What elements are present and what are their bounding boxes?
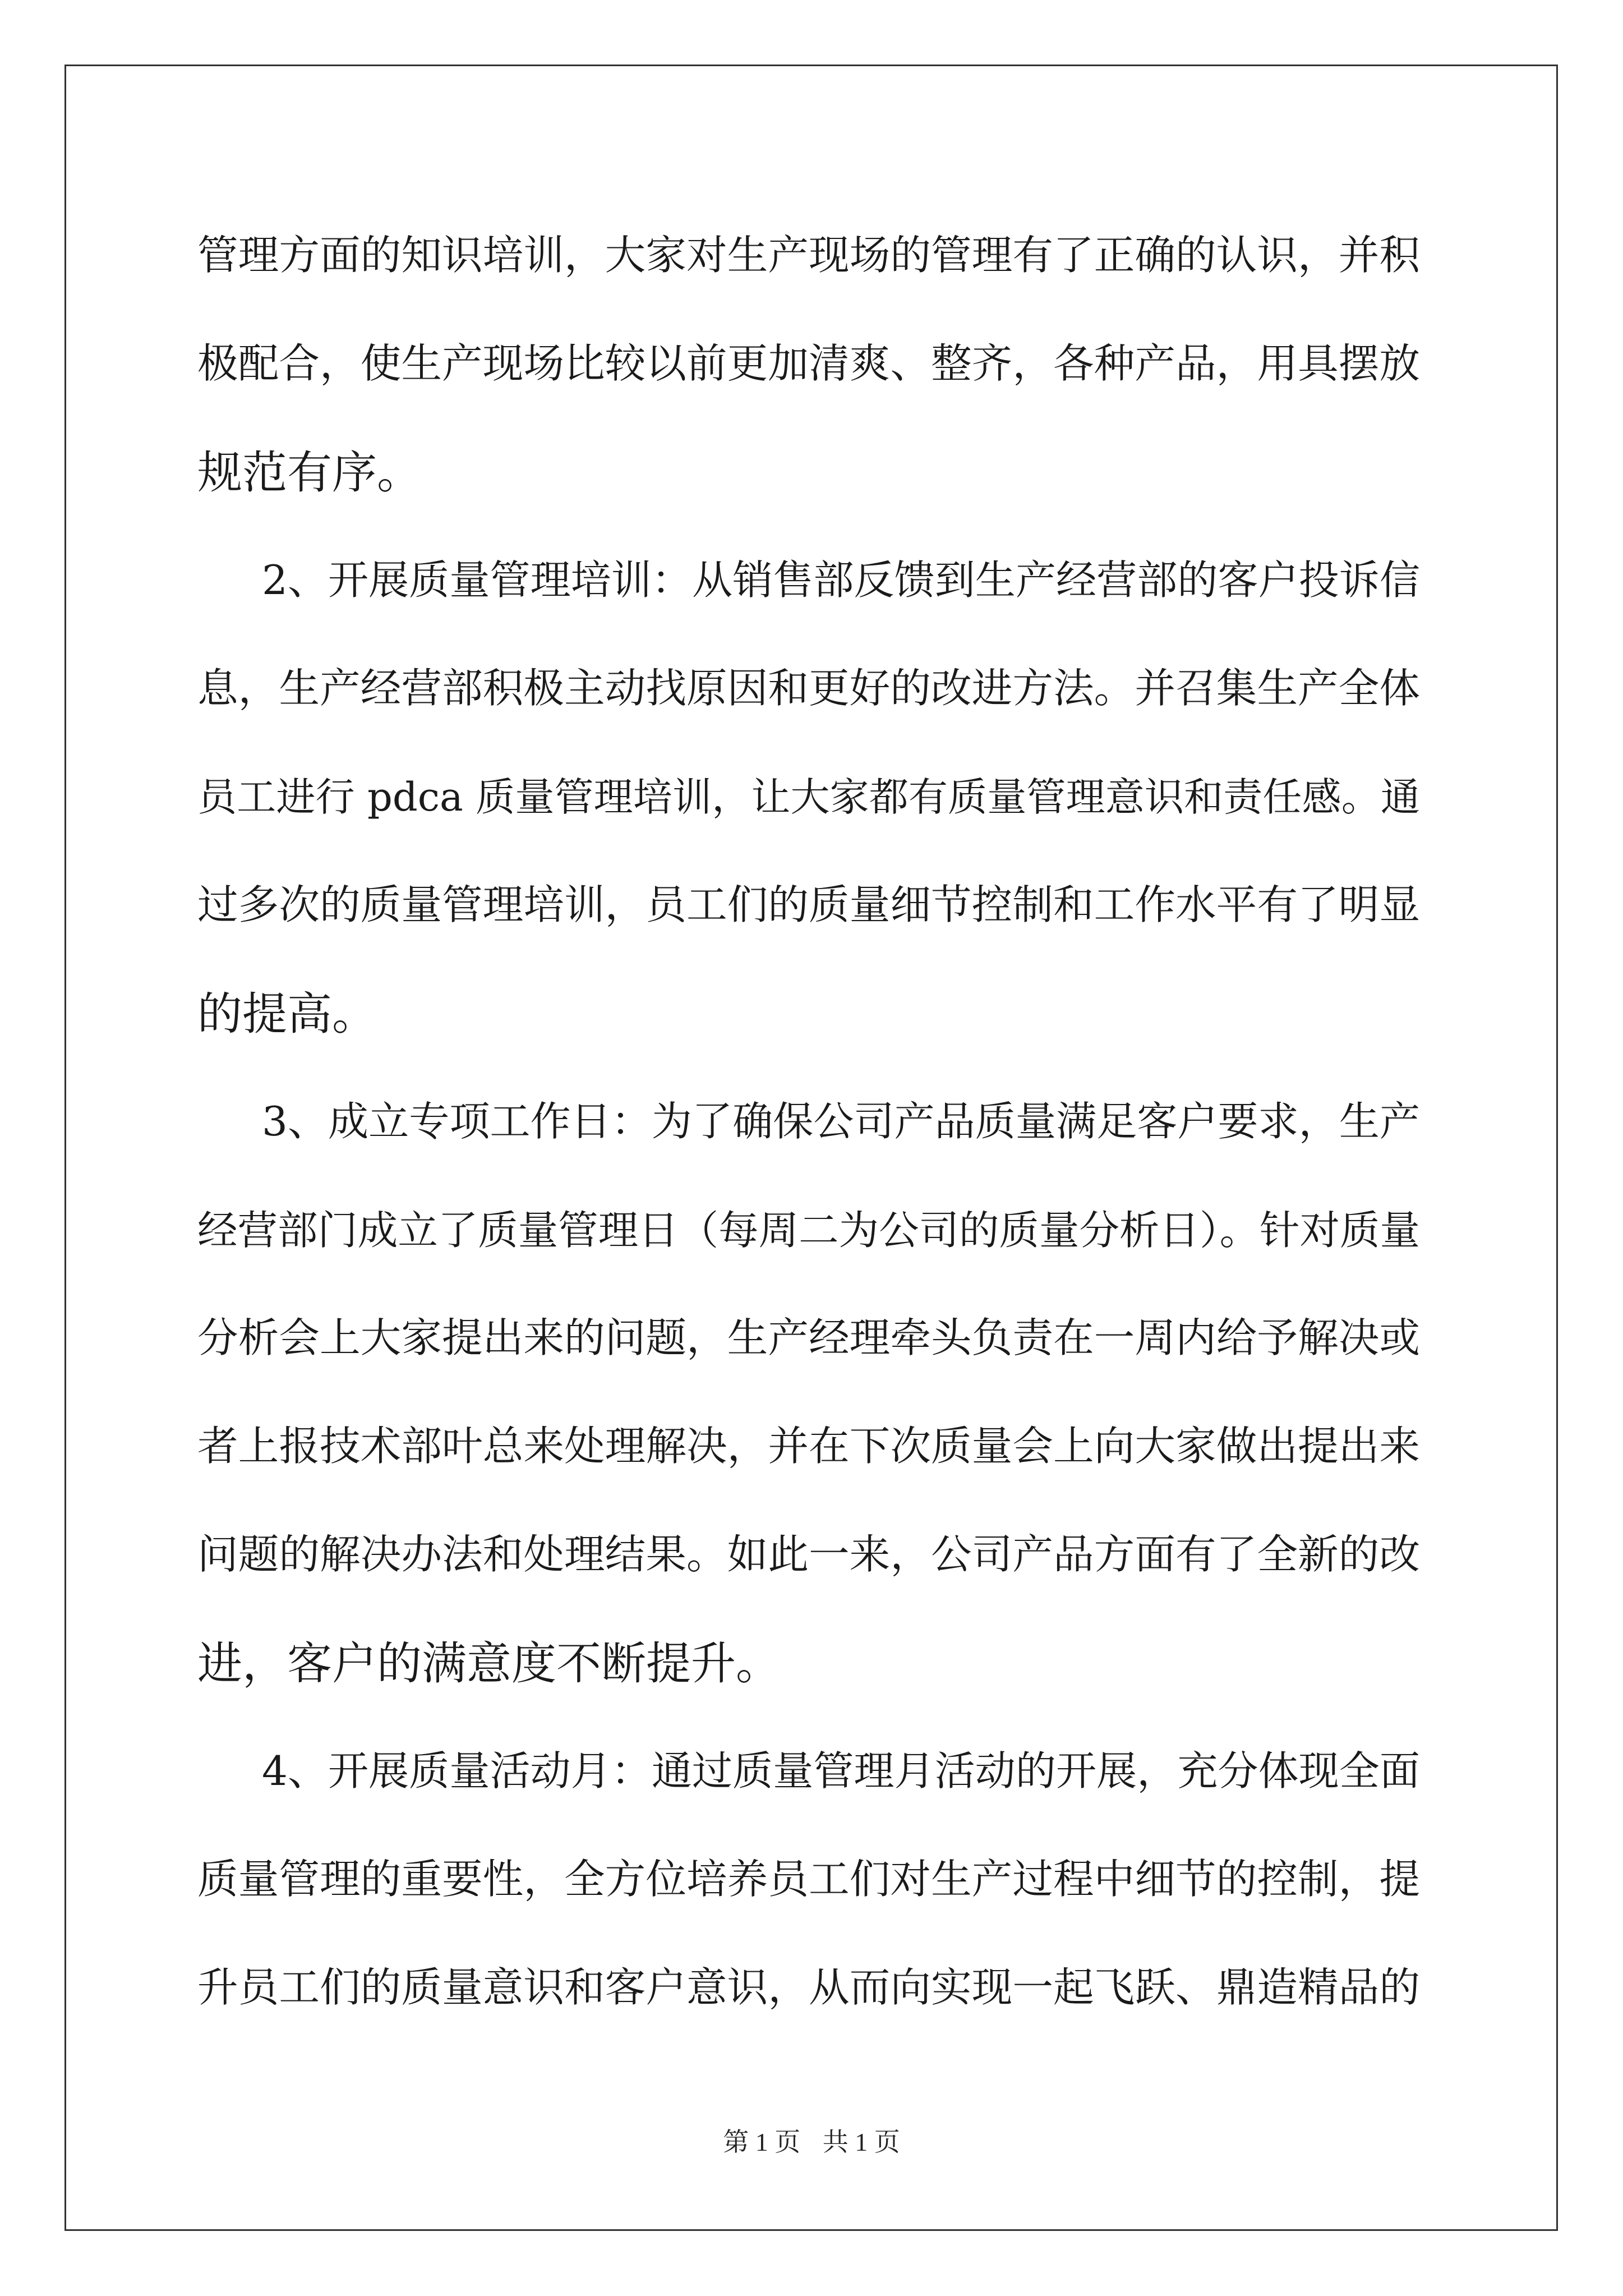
paragraph-start-line: 4、开展质量活动月：通过质量管理月活动的开展，充分体现全面 — [262, 1748, 1420, 1795]
text-line: 极配合，使生产现场比较以前更加清爽、整齐，各种产品，用具摆放 — [197, 341, 1420, 388]
text-line: 的提高。 — [197, 988, 377, 1040]
page-total: 共 1 页 — [822, 2128, 900, 2156]
paragraph-start-line: 2、开展质量管理培训：从销售部反馈到生产经营部的客户投诉信 — [262, 557, 1420, 604]
text-line: 升员工们的质量意识和客户意识，从而向实现一起飞跃、鼎造精品的 — [197, 1964, 1420, 2012]
text-line: 问题的解决办法和处理结果。如此一来，公司产品方面有了全新的改 — [197, 1531, 1420, 1579]
text-line: 者上报技术部叶总来处理解决，并在下次质量会上向大家做出提出来 — [197, 1423, 1420, 1470]
page-number: 第 1 页 — [723, 2128, 801, 2156]
text-line: 规范有序。 — [197, 447, 422, 499]
text-line: 经营部门成立了质量管理日（每周二为公司的质量分析日）。针对质量 — [197, 1207, 1420, 1254]
text-line: 员工进行 pdca 质量管理培训，让大家都有质量管理意识和责任感。通 — [197, 774, 1420, 820]
text-line: 息，生产经营部积极主动找原因和更好的改进方法。并召集生产全体 — [197, 665, 1420, 712]
text-line: 过多次的质量管理培训，员工们的质量细节控制和工作水平有了明显 — [197, 882, 1420, 929]
document-body — [197, 202, 1420, 2042]
page-footer — [0, 2122, 1623, 2159]
text-line: 分析会上大家提出来的问题，生产经理牵头负责在一周内给予解决或 — [197, 1315, 1420, 1362]
text-line: 管理方面的知识培训，大家对生产现场的管理有了正确的认识，并积 — [197, 232, 1420, 279]
text-line: 质量管理的重要性，全方位培养员工们对生产过程中细节的控制，提 — [197, 1856, 1420, 1903]
text-line: 进，客户的满意度不断提升。 — [197, 1637, 781, 1690]
paragraph-start-line: 3、成立专项工作日：为了确保公司产品质量满足客户要求，生产 — [262, 1098, 1420, 1145]
